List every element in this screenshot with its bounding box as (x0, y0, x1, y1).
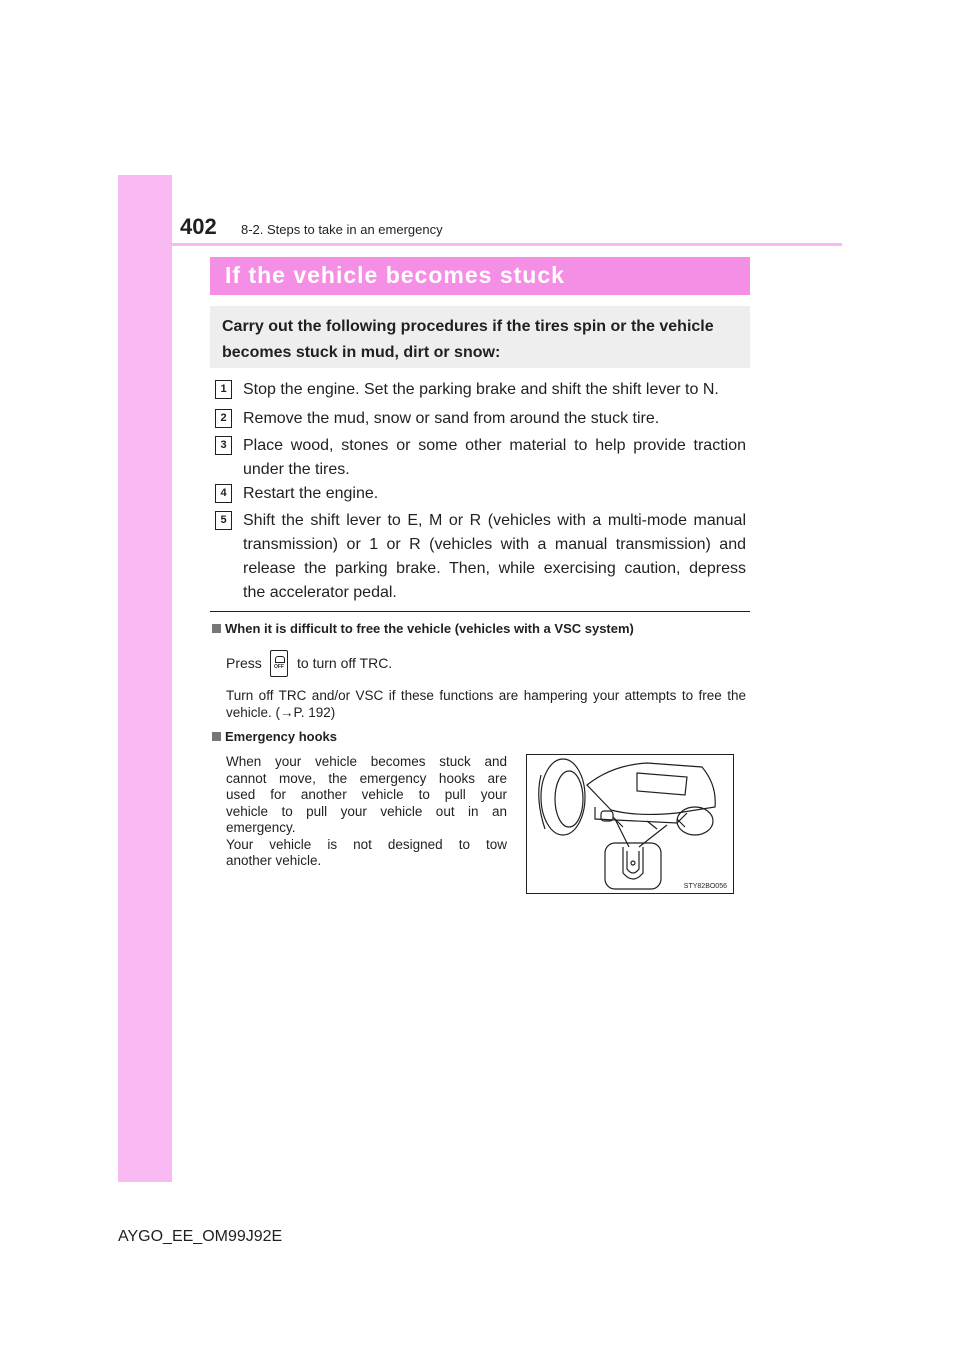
trc-off-switch-icon (270, 650, 288, 677)
hook-line: cannot move, the emergency hooks are (226, 770, 507, 786)
step-text (243, 407, 746, 431)
hook-line: vehicle to pull your vehicle out in an (226, 803, 507, 819)
section-title: 8-2. Steps to take in an emergency (241, 222, 443, 237)
step-line: the accelerator pedal. (243, 584, 397, 601)
side-tab-band (118, 175, 172, 1182)
step-line: Stop the engine. Set the parking brake and shift the shift lever to N. (243, 381, 719, 398)
page-title: If the vehicle becomes stuck (225, 262, 565, 288)
step-line: transmission) or 1 or R (vehicles with a manual transmission) and (243, 536, 746, 553)
square-bullet-icon (212, 624, 221, 633)
note-heading-vsc (212, 621, 634, 636)
emergency-hook-figure (526, 754, 734, 894)
note-paragraph: Turn off TRC and/or VSC if these functions are hampering your attempts to free the vehicle. (→P. 192) (226, 688, 746, 720)
figure-code: STY82BO056 (683, 883, 727, 890)
hook-line: used for another vehicle to pull your (226, 787, 507, 802)
hook-line: When your vehicle becomes stuck and (226, 754, 507, 769)
step-number: 3 (215, 436, 232, 455)
step-number: 1 (215, 380, 232, 399)
page-number: 402 (180, 214, 217, 239)
vehicle-underside-illustration (527, 755, 733, 893)
car-icon (275, 656, 285, 663)
step-text (243, 482, 746, 506)
press-after-text: to turn off TRC. (297, 655, 393, 671)
square-bullet-icon (212, 732, 221, 741)
step-line: under the tires. (243, 461, 350, 478)
divider (210, 611, 750, 612)
step-number: 4 (215, 484, 232, 503)
hook-description (226, 754, 507, 870)
hook-line: emergency. (226, 820, 296, 835)
step-line: release the parking brake. Then, while exercising caution, depress (243, 560, 746, 577)
step-text (243, 434, 746, 482)
note-heading-text: When it is difficult to free the vehicle (vehicles with a VSC system) (225, 621, 634, 636)
footer-code: AYGO_EE_OM99J92E (118, 1228, 283, 1245)
step-line: Restart the engine. (243, 485, 379, 502)
note-heading-hooks (212, 729, 337, 744)
intro-text: Carry out the following procedures if the tires spin or the vehicle becomes stuck in mud, dirt or snow: (222, 318, 714, 361)
step-number: 2 (215, 409, 232, 428)
hook-line: Your vehicle is not designed to tow (226, 836, 507, 852)
intro-box (210, 306, 750, 368)
step-text (243, 509, 746, 605)
step-number: 5 (215, 511, 232, 530)
note-heading-text: Emergency hooks (225, 729, 337, 744)
step-line: Remove the mud, snow or sand from around the stuck tire. (243, 410, 660, 427)
title-bar (210, 257, 750, 295)
step-text (243, 378, 746, 402)
hook-line: another vehicle. (226, 853, 322, 868)
step-line: Shift the shift lever to E, M or R (vehicles with a multi-mode manual (243, 512, 746, 529)
off-label-icon: OFF (274, 664, 284, 670)
press-label: Press (226, 655, 262, 671)
header-rule (172, 243, 842, 246)
step-line: Place wood, stones or some other material to help provide traction (243, 437, 746, 454)
